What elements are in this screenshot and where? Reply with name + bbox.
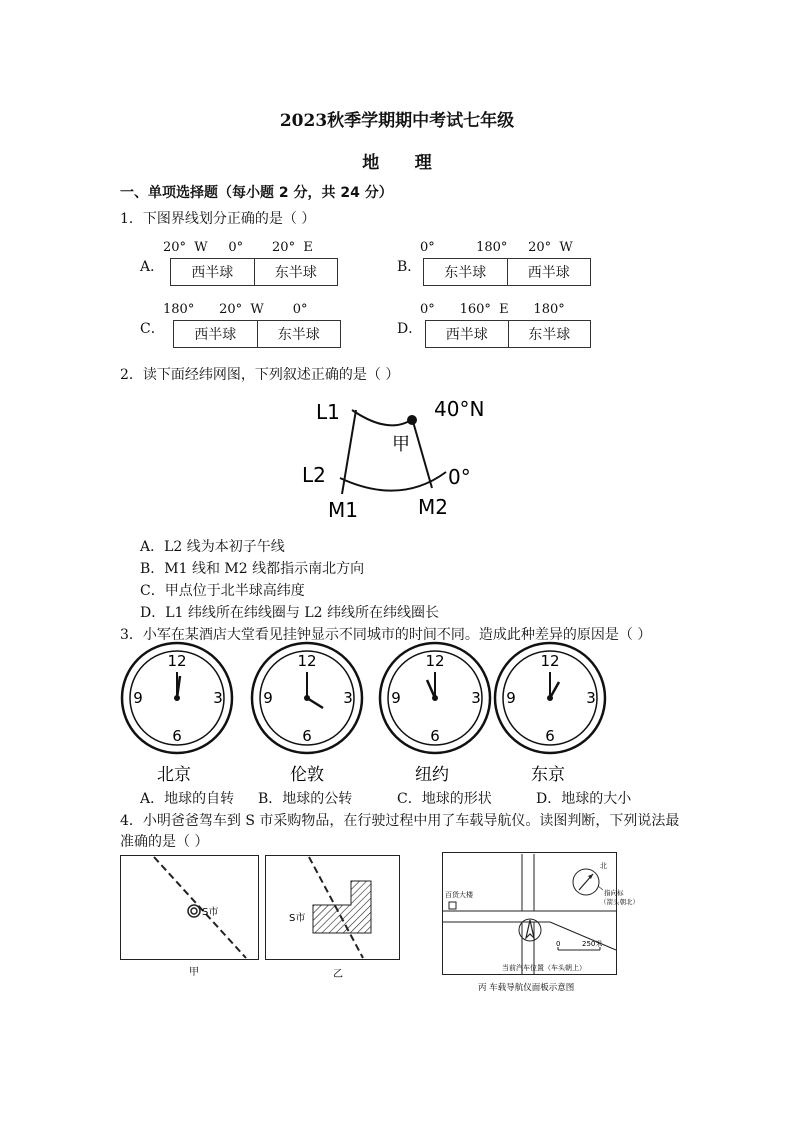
label-40n: 40°N (434, 397, 485, 421)
clock-newyork (380, 643, 490, 753)
q1-b-hemisphere-box (423, 258, 591, 286)
q1-d-degree-labels: 0° 160° E 180° (420, 302, 565, 317)
bing-car-note: 当前汽车位置（车头朝上） (502, 964, 586, 972)
q1-b-left: 东半球 (444, 265, 487, 281)
q3-clocks-figure (118, 640, 678, 790)
svg-text:12: 12 (540, 652, 560, 670)
label-jia: 甲 (392, 434, 410, 455)
q2-graticule-figure (290, 388, 510, 524)
q1-c-hemisphere-box (173, 320, 341, 348)
q2-option-c[interactable]: C．甲点位于北半球高纬度 (140, 583, 305, 599)
q2-option-b[interactable]: B．M1 线和 M2 线都指示南北方向 (140, 561, 365, 577)
bing-caption: 丙 车载导航仪面板示意图 (478, 983, 575, 993)
point-dot (407, 415, 417, 425)
svg-text:3: 3 (343, 689, 353, 707)
q1-c-right: 东半球 (257, 321, 341, 347)
q2-stem: 2．读下面经纬网图，下列叙述正确的是（ ） (120, 367, 400, 383)
bing-scale-length: 250米 (582, 940, 603, 948)
yi-caption: 乙 (333, 969, 343, 980)
q4-stem-line1: 4．小明爸爸驾车到 S 市采购物品，在行驶过程中用了车载导航仪。读图判断，下列说法最 (120, 813, 680, 829)
bing-compass-note2: （箭头朝北） (600, 898, 639, 906)
exam-title: 2023秋季学期期中考试七年级 (279, 111, 515, 131)
label-m2: M2 (418, 495, 448, 519)
meridian-m2-line (412, 418, 432, 488)
clock-tokyo (495, 643, 605, 753)
label-m1: M1 (328, 498, 358, 522)
label-l2: L2 (302, 463, 326, 487)
bing-scale-zero: 0 (556, 940, 561, 948)
q1-b-right: 西半球 (507, 259, 591, 285)
bing-building-label: 百货大楼 (445, 891, 473, 899)
jia-caption: 甲 (189, 967, 199, 978)
q1-option-d-letter[interactable]: D． (397, 321, 423, 337)
bing-north-label: 北 (600, 862, 607, 870)
q1-c-degree-labels: 180° 20° W 0° (163, 302, 308, 317)
jia-city-label: S市 (202, 907, 219, 918)
svg-text:6: 6 (172, 727, 182, 745)
q1-a-degree-labels: 20° W 0° 20° E (163, 240, 313, 255)
svg-text:6: 6 (430, 727, 440, 745)
q1-b-degree-labels: 0° 180° 20° W (420, 240, 573, 255)
svg-text:12: 12 (297, 652, 317, 670)
q4-figure-yi (265, 855, 405, 980)
yi-city-label: S市 (289, 913, 306, 924)
q3-option-b[interactable]: B．地球的公转 (258, 791, 353, 807)
clock-city-beijing: 北京 (157, 765, 191, 785)
q3-option-d[interactable]: D．地球的大小 (536, 791, 632, 807)
q1-c-left: 西半球 (194, 327, 237, 343)
label-l1: L1 (316, 400, 340, 424)
clock-city-newyork: 纽约 (415, 765, 449, 785)
clock-beijing (122, 643, 232, 753)
svg-text:9: 9 (391, 689, 401, 707)
q1-a-left: 西半球 (191, 265, 234, 281)
clock-city-tokyo: 东京 (531, 765, 565, 785)
q4-figure-bing (440, 850, 639, 995)
label-equator: 0° (448, 465, 471, 489)
svg-text:9: 9 (133, 689, 143, 707)
svg-text:6: 6 (545, 727, 555, 745)
q1-d-hemisphere-box (425, 320, 591, 348)
q1-a-right: 东半球 (254, 259, 338, 285)
q2-option-d[interactable]: D．L1 纬线所在纬线圈与 L2 纬线所在纬线圈长 (140, 605, 439, 621)
q1-option-a-letter[interactable]: A． (140, 259, 165, 275)
q1-d-left: 西半球 (445, 327, 488, 343)
q2-option-a[interactable]: A．L2 线为本初子午线 (140, 539, 285, 555)
svg-text:12: 12 (167, 652, 187, 670)
svg-text:3: 3 (586, 689, 596, 707)
q4-stem-line2: 准确的是（ ） (120, 834, 209, 850)
bing-compass-note1: 指向标 (604, 889, 624, 897)
q4-figure-jia (120, 855, 260, 980)
q1-option-b-letter[interactable]: B． (397, 259, 422, 275)
svg-text:9: 9 (506, 689, 516, 707)
q1-a-hemisphere-box (170, 258, 338, 286)
subject-title: 地 理 (362, 153, 432, 173)
svg-text:12: 12 (425, 652, 445, 670)
q1-option-c-letter[interactable]: C． (140, 321, 165, 337)
latitude-l1-line (352, 410, 414, 425)
svg-text:6: 6 (302, 727, 312, 745)
svg-text:3: 3 (471, 689, 481, 707)
q3-option-a[interactable]: A．地球的自转 (140, 791, 235, 807)
section-heading: 一、单项选择题（每小题 2 分，共 24 分） (120, 185, 393, 201)
clock-london (252, 643, 362, 753)
svg-text:9: 9 (263, 689, 273, 707)
q1-d-right: 东半球 (508, 321, 591, 347)
clock-city-london: 伦敦 (290, 765, 324, 785)
q3-stem: 3．小军在某酒店大堂看见挂钟显示不同城市的时间不同。造成此种差异的原因是（ ） (120, 627, 652, 643)
svg-text:3: 3 (213, 689, 223, 707)
q3-option-c[interactable]: C．地球的形状 (397, 791, 492, 807)
q1-stem: 1．下图界线划分正确的是（ ） (120, 211, 316, 227)
